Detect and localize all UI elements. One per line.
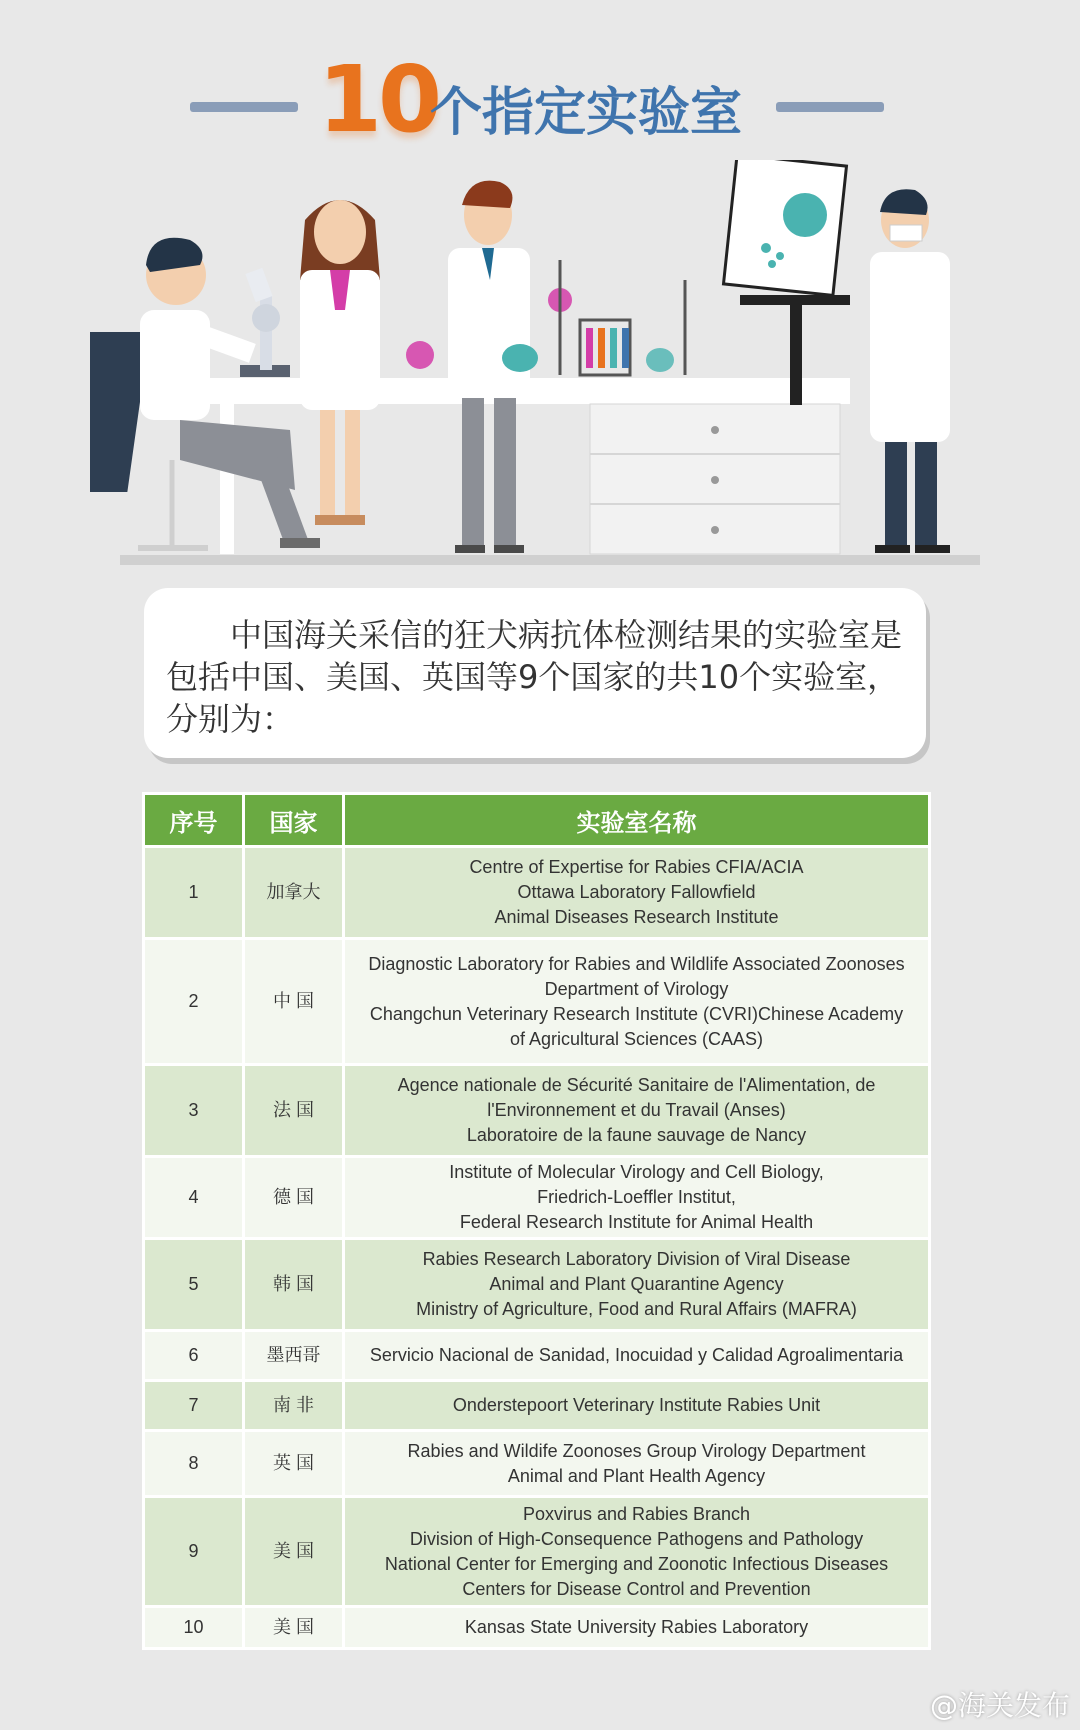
- row-number: 3: [144, 1065, 244, 1157]
- row-number: 10: [144, 1607, 244, 1649]
- table-body: [144, 847, 930, 1649]
- lab-name-line: Changchun Veterinary Research Institute (CVRI)Chinese Academy: [369, 1003, 904, 1024]
- row-country: 南 非: [244, 1381, 344, 1431]
- header-no: 序号: [144, 794, 244, 847]
- floor-shadow: [120, 555, 980, 565]
- row-country: 韩 国: [244, 1239, 344, 1331]
- row-lab-name: [344, 1607, 930, 1649]
- lab-name-line: Agence nationale de Sécurité Sanitaire de l'Alimentation, de: [397, 1075, 876, 1095]
- lab-name-line: Poxvirus and Rabies Branch: [522, 1503, 751, 1524]
- row-country: 英 国: [244, 1431, 344, 1497]
- table-row: [144, 847, 930, 939]
- lab-name-line: Federal Research Institute for Animal Health: [459, 1212, 814, 1232]
- watermark: @海关发布: [929, 1689, 1070, 1722]
- row-lab-name: [344, 1157, 930, 1239]
- row-lab-name: [344, 1431, 930, 1497]
- row-country: 美 国: [244, 1497, 344, 1607]
- lab-name-line: Diagnostic Laboratory for Rabies and Wildlife Associated Zoonoses: [368, 953, 905, 974]
- table-row: [144, 1431, 930, 1497]
- table-row: [144, 1331, 930, 1381]
- lab-name-line: Department of Virology: [544, 978, 729, 999]
- lab-name-line: Animal and Plant Quarantine Agency: [489, 1274, 784, 1294]
- row-number: 2: [144, 939, 244, 1065]
- table-row: [144, 1381, 930, 1431]
- lab-name-line: l'Environnement et du Travail (Anses): [487, 1100, 786, 1120]
- header-lab-name: 实验室名称: [344, 794, 930, 847]
- table-row: [144, 1497, 930, 1607]
- lab-name-line: Friedrich-Loeffler Institut,: [537, 1187, 736, 1207]
- row-lab-name: [344, 847, 930, 939]
- table-row: [144, 1607, 930, 1649]
- row-lab-name: [344, 1239, 930, 1331]
- row-country: 中 国: [244, 939, 344, 1065]
- row-lab-name: [344, 1497, 930, 1607]
- row-country: 法 国: [244, 1065, 344, 1157]
- lab-name-line: Division of High-Consequence Pathogens and Pathology: [409, 1528, 864, 1549]
- title-right-line: [776, 102, 884, 112]
- glassware-icon: [406, 260, 685, 375]
- masked-scientist: [870, 189, 950, 553]
- lab-name-line: National Center for Emerging and Zoonotic Infectious Diseases: [384, 1553, 889, 1574]
- laboratory-table: [142, 792, 931, 1650]
- row-number: 9: [144, 1497, 244, 1607]
- row-lab-name: [344, 1065, 930, 1157]
- title-left-line: [190, 102, 298, 112]
- table-header-row: [144, 794, 930, 847]
- lab-name-line: Onderstepoort Veterinary Institute Rabies Unit: [452, 1395, 821, 1415]
- lab-illustration: [90, 160, 990, 580]
- lab-name-line: Institute of Molecular Virology and Cell Biology,: [449, 1162, 824, 1182]
- row-number: 4: [144, 1157, 244, 1239]
- table-row: [144, 939, 930, 1065]
- row-number: 8: [144, 1431, 244, 1497]
- row-lab-name: [344, 939, 930, 1065]
- monitor-icon: [724, 160, 850, 405]
- lab-name-line: Animal and Plant Health Agency: [507, 1465, 766, 1486]
- lab-name-line: Servicio Nacional de Sanidad, Inocuidad y Calidad Agroalimentaria: [369, 1345, 904, 1365]
- lab-name-line: Kansas State University Rabies Laboratory: [464, 1617, 809, 1637]
- table-row: [144, 1065, 930, 1157]
- row-number: 1: [144, 847, 244, 939]
- row-number: 6: [144, 1331, 244, 1381]
- title-text: 个指定实验室: [430, 83, 743, 143]
- table-row: [144, 1239, 930, 1331]
- intro-box: [144, 588, 926, 758]
- table-row: [144, 1157, 930, 1239]
- lab-name-line: of Agricultural Sciences (CAAS): [509, 1028, 764, 1049]
- row-country: 加拿大: [244, 847, 344, 939]
- row-country: 墨西哥: [244, 1331, 344, 1381]
- lab-name-line: Rabies Research Laboratory Division of Viral Disease: [422, 1249, 851, 1269]
- title-number: 10: [318, 46, 439, 153]
- lab-name-line: Centre of Expertise for Rabies CFIA/ACIA: [469, 857, 804, 877]
- lab-name-line: Animal Diseases Research Institute: [494, 907, 779, 927]
- row-lab-name: [344, 1331, 930, 1381]
- row-number: 7: [144, 1381, 244, 1431]
- row-country: 德 国: [244, 1157, 344, 1239]
- lab-name-line: Ministry of Agriculture, Food and Rural Affairs (MAFRA): [416, 1299, 857, 1319]
- lab-name-line: Ottawa Laboratory Fallowfield: [517, 882, 756, 902]
- row-country: 美 国: [244, 1607, 344, 1649]
- woman-scientist: [300, 200, 380, 525]
- header-country: 国家: [244, 794, 344, 847]
- lab-name-line: Centers for Disease Control and Prevention: [462, 1578, 811, 1599]
- intro-text: 中国海关采信的狂犬病抗体检测结果的实验室是包括中国、美国、英国等9个国家的共10个实验室，分别为：: [166, 616, 903, 738]
- lab-name-line: Laboratoire de la faune sauvage de Nancy: [466, 1125, 807, 1145]
- row-lab-name: [344, 1381, 930, 1431]
- row-number: 5: [144, 1239, 244, 1331]
- lab-name-line: Rabies and Wildife Zoonoses Group Virology Department: [407, 1440, 866, 1461]
- page-title: [0, 40, 1080, 153]
